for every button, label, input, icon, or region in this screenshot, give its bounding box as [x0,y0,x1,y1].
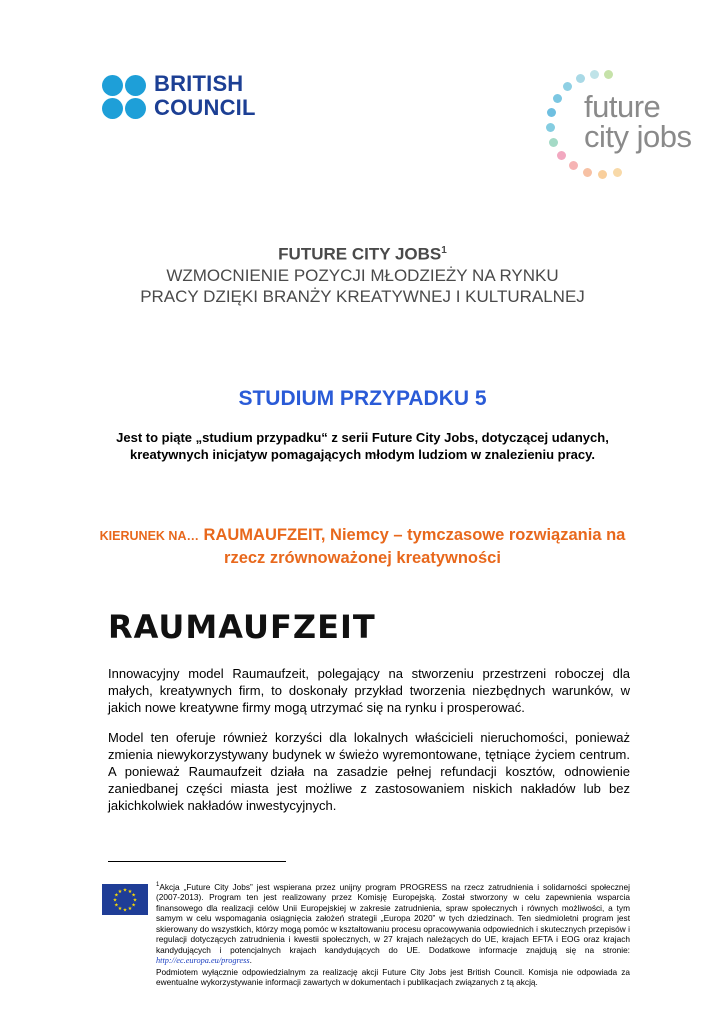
logo-dot [125,98,146,119]
svg-text:★: ★ [131,902,136,909]
body-paragraph-1: Innowacyjny model Raumaufzeit, polegający na stworzeniu przestrzeni roboczej dla małych, kreatywnych firm, to doskonały przykład tworzenia niezbędnych warunków, w jakich nowe kreatywne firmy mogą utrzymać się na rynku i prosperować. [108,666,630,715]
eu-flag-icon [102,884,148,915]
case-study-title: STUDIUM PRZYPADKU 5 [238,387,487,410]
svg-text:★: ★ [127,888,133,895]
logo-dot [125,75,146,96]
future-city-jobs-wordmark [584,89,692,154]
british-council-logo [100,72,270,124]
logo-dot [549,138,558,147]
logo-dot [583,168,592,177]
document-title [60,240,665,265]
subtitle-line-1: WZMOCNIENIE POZYCJI MŁODZIEŻY NA RYNKU [166,265,559,285]
footnote-divider [108,861,286,862]
document-header [60,240,665,307]
logo-line: BRITISH [154,71,244,96]
logo-dot [563,82,572,91]
footnote-text: Akcja „Future City Jobs” jest wspierana przez unijny program PROGRESS na rzecz zatrudnienia i solidarności społecznej (2007-2013). Program ten jest realizowany przez Komisję Europejską. Został stworzony w celu zapewnienia wsparcia finansowego dla realizacji celów Unii Europejskiej w zakresie zatrudnienia, spraw społecznych i równych możliwości, a tym samym w celu wspomagania osiągnięcia założeń strategii „Europa 2020” w tych dziedzinach. Ten siedmioletni program jest skierowany do wszystkich, którzy mogą pomóc w kształtowaniu procesu opracowywania odpowiednich i skutecznych przepisów i regulacji dotyczących zatrudnienia i kwestii społecznych, w 27 krajach należących do UE, krajach EFTA i EOG oraz krajach kandydujących i potencjalnych krajach kandydujących do UE. Dodatkowe informacje znajdują się na stronie: [156,881,630,955]
raumaufzeit-logo: RAUMAUFZEIT [108,608,376,646]
direction-heading [80,524,645,569]
logo-line: future [584,89,661,124]
case-study-intro: Jest to piąte „studium przypadku“ z serii Future City Jobs, dotyczącej udanych, kreatywnych inicjatyw pomagających młodym ludziom w znalezieniu pracy. [116,430,609,462]
footnote [156,880,630,988]
svg-text:★: ★ [131,892,136,899]
logo-dot [102,75,123,96]
svg-text:★: ★ [114,902,119,909]
logo-dot [102,98,123,119]
logo-dot [604,70,613,79]
svg-text:★: ★ [112,897,118,904]
british-council-wordmark [154,72,256,120]
logo-dot [569,161,578,170]
direction-text: RAUMAUFZEIT, Niemcy – tymczasowe rozwiązania na rzecz zrównoważonej kreatywności [198,526,626,567]
svg-text:★: ★ [132,897,138,904]
logo-dot [598,170,607,179]
logo-dot [613,168,622,177]
future-city-jobs-logo [542,62,692,192]
eu-stars-icon [102,884,148,915]
british-council-dots [100,75,150,121]
svg-text:★: ★ [114,892,119,899]
svg-text:★: ★ [117,906,123,912]
svg-text:★: ★ [117,888,123,895]
logo-dot [546,123,555,132]
title-text: FUTURE CITY JOBS [278,244,442,264]
logo-dot [547,108,556,117]
svg-text:★: ★ [122,887,128,894]
subtitle-line-2: PRACY DZIĘKI BRANŻY KREATYWNEJ I KULTURALNEJ [140,286,585,306]
svg-text:★: ★ [122,907,128,914]
logo-line: COUNCIL [154,95,256,120]
logo-dot [557,151,566,160]
logo-line: city jobs [584,119,692,154]
logo-dot [576,74,585,83]
progress-link[interactable]: http://ec.europa.eu/progress [156,956,250,966]
footnote-ref[interactable]: 1 [441,245,447,256]
footnote-period: . [249,955,252,966]
direction-prefix: KIERUNEK NA… [99,529,199,543]
footnote-body [156,880,630,967]
logo-dot [590,70,599,79]
body-paragraph-2: Model ten oferuje również korzyści dla lokalnych właścicieli nieruchomości, ponieważ zmienia niewykorzystywany budynek w świeżo wyremontowane, tętniące życiem centrum. A ponieważ Raumaufzeit działa na zasadzie pełnej refundacji kosztów, odnowienie zaniedbanej części miasta jest możliwe z zastosowaniem niskich nakładów lub bez jakichkolwiek nakładów inwestycyjnych. [108,730,630,813]
footnote-marker: 1 [156,882,160,888]
svg-text:★: ★ [127,906,133,912]
footnote-disclaimer: Podmiotem wyłącznie odpowiedzialnym za realizację akcji Future City Jobs jest British Council. Komisja nie odpowiada za ewentualne wykorzystywanie informacji zawartych w dokumentach i publikacjach związanych z tą akcją. [156,966,630,988]
logo-dot [553,94,562,103]
